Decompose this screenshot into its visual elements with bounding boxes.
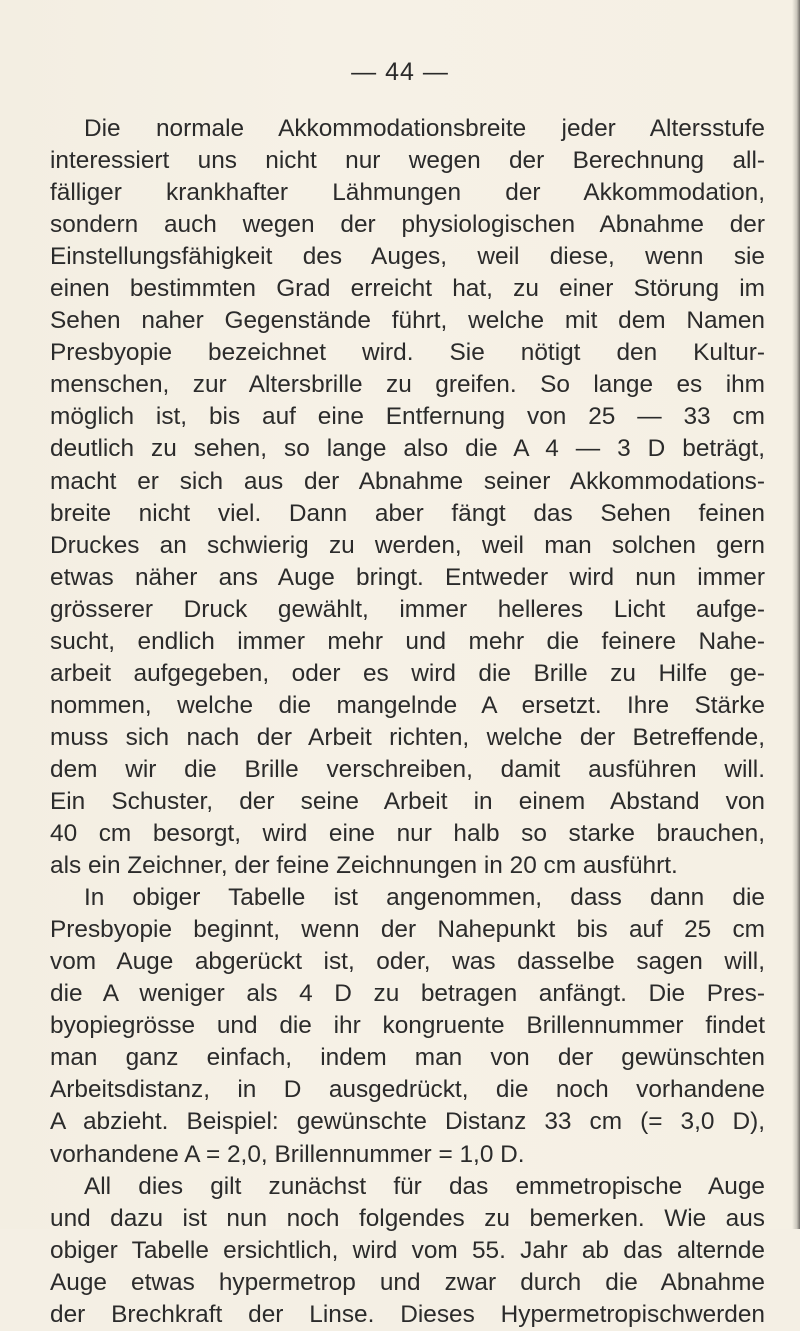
text-line: interessiert uns nicht nur wegen der Berechnung all-	[50, 147, 765, 175]
text-line: menschen, zur Altersbrille zu greifen. So lange es ihm	[50, 371, 765, 399]
text-line: als ein Zeichner, der feine Zeichnungen in 20 cm ausführt.	[50, 852, 678, 880]
text-line: Die normale Akkommodationsbreite jeder Altersstufe	[84, 115, 765, 142]
text-line: Sehen naher Gegenstände führt, welche mit dem Namen	[50, 307, 765, 335]
text-line: breite nicht viel. Dann aber fängt das Sehen feinen	[50, 499, 765, 527]
text-line: macht er sich aus der Abnahme seiner Akkommodations-	[50, 467, 765, 495]
text-line: Einstellungsfähigkeit des Auges, weil diese, wenn sie	[50, 243, 765, 271]
text-line: fälliger krankhafter Lähmungen der Akkommodation,	[50, 179, 765, 207]
body-text	[50, 113, 765, 1331]
text-line: Druckes an schwierig zu werden, weil man solchen gern	[50, 531, 765, 559]
text-line: Arbeitsdistanz, in D ausgedrückt, die noch vorhandene	[50, 1076, 765, 1104]
text-line: einen bestimmten Grad erreicht hat, zu einer Störung im	[50, 275, 765, 303]
text-line: obiger Tabelle ersichtlich, wird vom 55. Jahr ab das alternde	[50, 1236, 765, 1264]
text-line: dem wir die Brille verschreiben, damit ausführen will.	[50, 755, 765, 783]
text-line: byopiegrösse und die ihr kongruente Brillennummer findet	[50, 1012, 765, 1040]
text-line: grösserer Druck gewählt, immer helleres Licht aufge-	[50, 595, 765, 623]
page-number: — 44 —	[351, 58, 449, 86]
text-line: der Brechkraft der Linse. Dieses Hypermetropischwerden	[50, 1300, 765, 1328]
text-line: Ein Schuster, der seine Arbeit in einem Abstand von	[50, 787, 765, 815]
text-line: A abzieht. Beispiel: gewünschte Distanz 33 cm (= 3,0 D),	[50, 1108, 765, 1136]
text-line: All dies gilt zunächst für das emmetropische Auge	[84, 1172, 765, 1200]
text-line: deutlich zu sehen, so lange also die A 4 — 3 D beträgt,	[50, 435, 765, 463]
text-line: möglich ist, bis auf eine Entfernung von 25 — 33 cm	[50, 403, 765, 431]
text-line: 40 cm besorgt, wird eine nur halb so starke brauchen,	[50, 820, 765, 848]
text-line: Presbyopie beginnt, wenn der Nahepunkt bis auf 25 cm	[50, 916, 765, 944]
page-edge-shadow	[792, 0, 800, 1229]
text-line: sucht, endlich immer mehr und mehr die feinere Nahe-	[50, 627, 765, 655]
text-line: Presbyopie bezeichnet wird. Sie nötigt den Kultur-	[50, 339, 765, 367]
text-line: man ganz einfach, indem man von der gewünschten	[50, 1044, 765, 1072]
text-line: vorhandene A = 2,0, Brillennummer = 1,0 D.	[50, 1140, 525, 1168]
text-line: In obiger Tabelle ist angenommen, dass dann die	[84, 884, 765, 912]
text-line: arbeit aufgegeben, oder es wird die Brille zu Hilfe ge-	[50, 659, 765, 687]
text-line: nommen, welche die mangelnde A ersetzt. Ihre Stärke	[50, 691, 765, 719]
text-line: sondern auch wegen der physiologischen Abnahme der	[50, 211, 765, 239]
text-line: die A weniger als 4 D zu betragen anfängt. Die Pres-	[50, 980, 765, 1008]
text-line: vom Auge abgerückt ist, oder, was dasselbe sagen will,	[50, 948, 765, 976]
text-line: muss sich nach der Arbeit richten, welche der Betreffende,	[50, 723, 765, 751]
text-line: etwas näher ans Auge bringt. Entweder wird nun immer	[50, 563, 765, 591]
text-line: und dazu ist nun noch folgendes zu bemerken. Wie aus	[50, 1204, 765, 1232]
text-line: Auge etwas hypermetrop und zwar durch die Abnahme	[50, 1268, 765, 1296]
